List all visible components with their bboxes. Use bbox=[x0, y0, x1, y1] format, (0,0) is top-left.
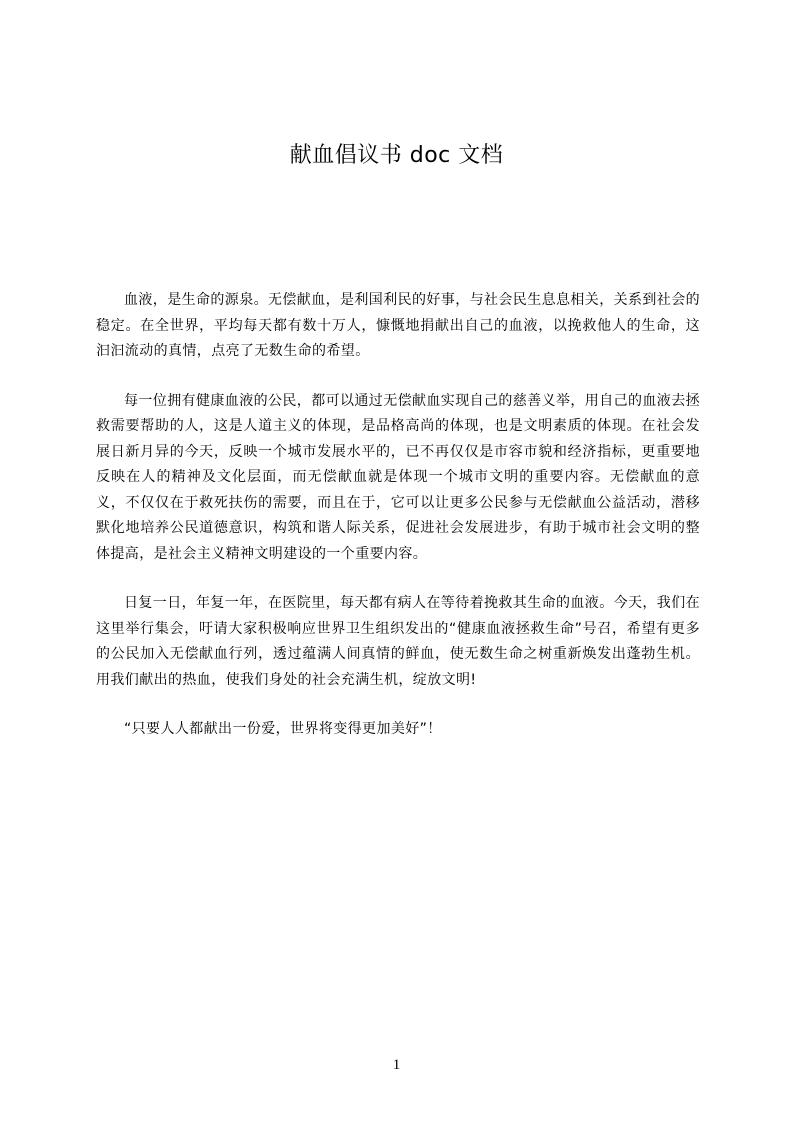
paragraph-1: 血液，是生命的源泉。无偿献血，是利国利民的好事，与社会民生息息相关，关系到社会的稳定。在全世界，平均每天都有数十万人，慷慨地捐献出自己的血液，以挽救他人的生命，这汩汩流动的真情，点亮了无数生命的希望。 bbox=[96, 292, 700, 359]
closing-quote: “只要人人都献出一份爱，世界将变得更加美好”！ bbox=[124, 721, 442, 737]
page-number: 1 bbox=[392, 1057, 401, 1073]
document-body bbox=[96, 288, 700, 767]
document-title: 献血倡议书 doc 文档 bbox=[289, 143, 504, 168]
paragraph-2: 每一位拥有健康血液的公民，都可以通过无偿献血实现自己的慈善义举，用自己的血液去拯救需要帮助的人，这是人道主义的体现，是品格高尚的体现，也是文明素质的体现。在社会发展日新月异的今天，反映一个城市发展水平的，已不再仅仅是市容市貌和经济指标，更重要地反映在人的精神及文化层面，而无偿献血就是体现一个城市文明的重要内容。无偿献血的意义，不仅仅在于救死扶伤的需要，而且在于，它可以让更多公民参与无偿献血公益活动，潜移默化地培养公民道德意识，构筑和谐人际关系，促进社会发展进步，有助于城市社会文明的整体提高，是社会主义精神文明建设的一个重要内容。 bbox=[96, 392, 700, 562]
paragraph-3: 日复一日，年复一年，在医院里，每天都有病人在等待着挽救其生命的血液。今天，我们在这里举行集会，吁请大家积极响应世界卫生组织发出的“健康血液拯救生命”号召，希望有更多的公民加入无偿献血行列，透过蕴满人间真情的鲜血，使无数生命之树重新焕发出蓬勃生机。用我们献出的热血，使我们身处的社会充满生机，绽放文明! bbox=[96, 595, 700, 688]
